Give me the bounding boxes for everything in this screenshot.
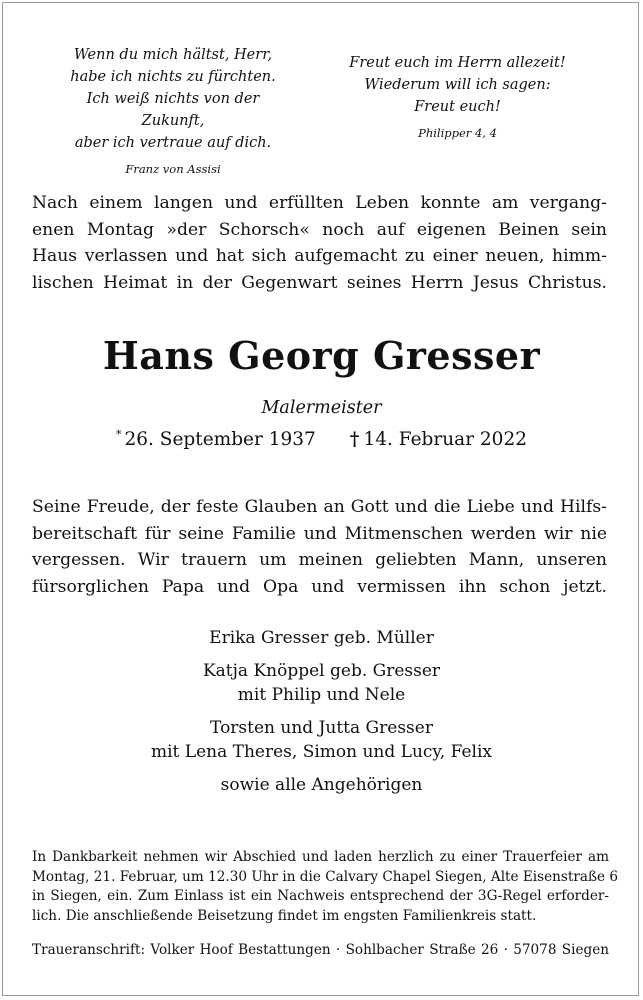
notice-line: lich. Die anschließende Beisetzung findet im engsten Familienkreis statt. bbox=[32, 907, 537, 924]
mourners-list bbox=[0, 626, 643, 806]
mourner-line: Katja Knöppel geb. Gresser bbox=[202, 661, 441, 681]
mourner-group bbox=[0, 773, 643, 797]
mourner-line: Torsten und Jutta Gresser bbox=[210, 718, 433, 738]
deceased-occupation: Malermeister bbox=[261, 398, 382, 418]
quote-right-line: Wiederum will ich sagen: bbox=[364, 77, 551, 93]
quote-right bbox=[330, 52, 585, 140]
mourner-group bbox=[0, 659, 643, 707]
quote-right-source: Philipper 4, 4 bbox=[418, 126, 497, 140]
mourner-line: mit Philip und Nele bbox=[237, 685, 406, 705]
mourner-group bbox=[0, 716, 643, 764]
quote-left-line: Wenn du mich hältst, Herr, bbox=[73, 47, 273, 63]
intro-paragraph bbox=[32, 190, 607, 296]
birth-date: 26. September 1937 bbox=[124, 429, 316, 450]
funeral-notice bbox=[32, 848, 619, 926]
intro-line: Nach einem langen und erfüllten Leben konnte am vergang- bbox=[32, 193, 607, 213]
notice-line: In Dankbarkeit nehmen wir Abschied und laden herzlich zu einer Trauerfeier am bbox=[32, 849, 609, 865]
mourner-line: sowie alle Angehörigen bbox=[220, 775, 423, 795]
tribute-line: fürsorglichen Papa und Opa und vermissen ihn schon jetzt. bbox=[32, 576, 607, 597]
quote-left-line: habe ich nichts zu fürchten. bbox=[70, 69, 276, 85]
deceased-name: Hans Georg Gresser bbox=[102, 333, 541, 378]
quote-left-source: Franz von Assisi bbox=[125, 162, 221, 176]
tribute-line: vergessen. Wir trauern um meinen geliebten Mann, unseren bbox=[32, 550, 607, 570]
mourner-line: mit Lena Theres, Simon und Lucy, Felix bbox=[151, 742, 492, 762]
tribute-paragraph bbox=[32, 494, 607, 600]
intro-line: lischen Heimat in der Gegenwart seines Herrn Jesus Christus. bbox=[32, 272, 607, 293]
quote-left bbox=[58, 44, 288, 176]
life-dates bbox=[0, 428, 643, 450]
mourner-group bbox=[0, 626, 643, 650]
tribute-line: Seine Freude, der feste Glauben an Gott und die Liebe und Hilfs- bbox=[32, 497, 607, 517]
intro-line: Haus verlassen und hat sich aufgemacht zu einer neuen, himm- bbox=[32, 246, 607, 266]
quote-left-line: aber ich vertraue auf dich. bbox=[74, 135, 272, 151]
notice-line: Montag, 21. Februar, um 12.30 Uhr in die Calvary Chapel Siegen, Alte Eisenstraße 6 bbox=[32, 868, 619, 885]
death-cross-icon: † bbox=[349, 429, 360, 450]
quote-right-line: Freut euch im Herrn allezeit! bbox=[349, 55, 566, 71]
birth-symbol: * bbox=[116, 428, 122, 441]
mourning-address: Traueranschrift: Volker Hoof Bestattungen · Sohlbacher Straße 26 · 57078 Siegen bbox=[32, 942, 609, 958]
quote-right-line: Freut euch! bbox=[414, 99, 501, 115]
death-date: 14. Februar 2022 bbox=[363, 429, 527, 450]
tribute-line: bereitschaft für seine Familie und Mitmenschen werden wir nie bbox=[32, 523, 607, 544]
notice-line: in Siegen, ein. Zum Einlass ist ein Nachweis entsprechend der 3G-Regel erforder- bbox=[32, 888, 609, 904]
mourner-line: Erika Gresser geb. Müller bbox=[209, 628, 434, 648]
quote-left-line: Ich weiß nichts von der Zukunft, bbox=[86, 91, 260, 129]
intro-line: enen Montag »der Schorsch« noch auf eigenen Beinen sein bbox=[32, 219, 607, 240]
